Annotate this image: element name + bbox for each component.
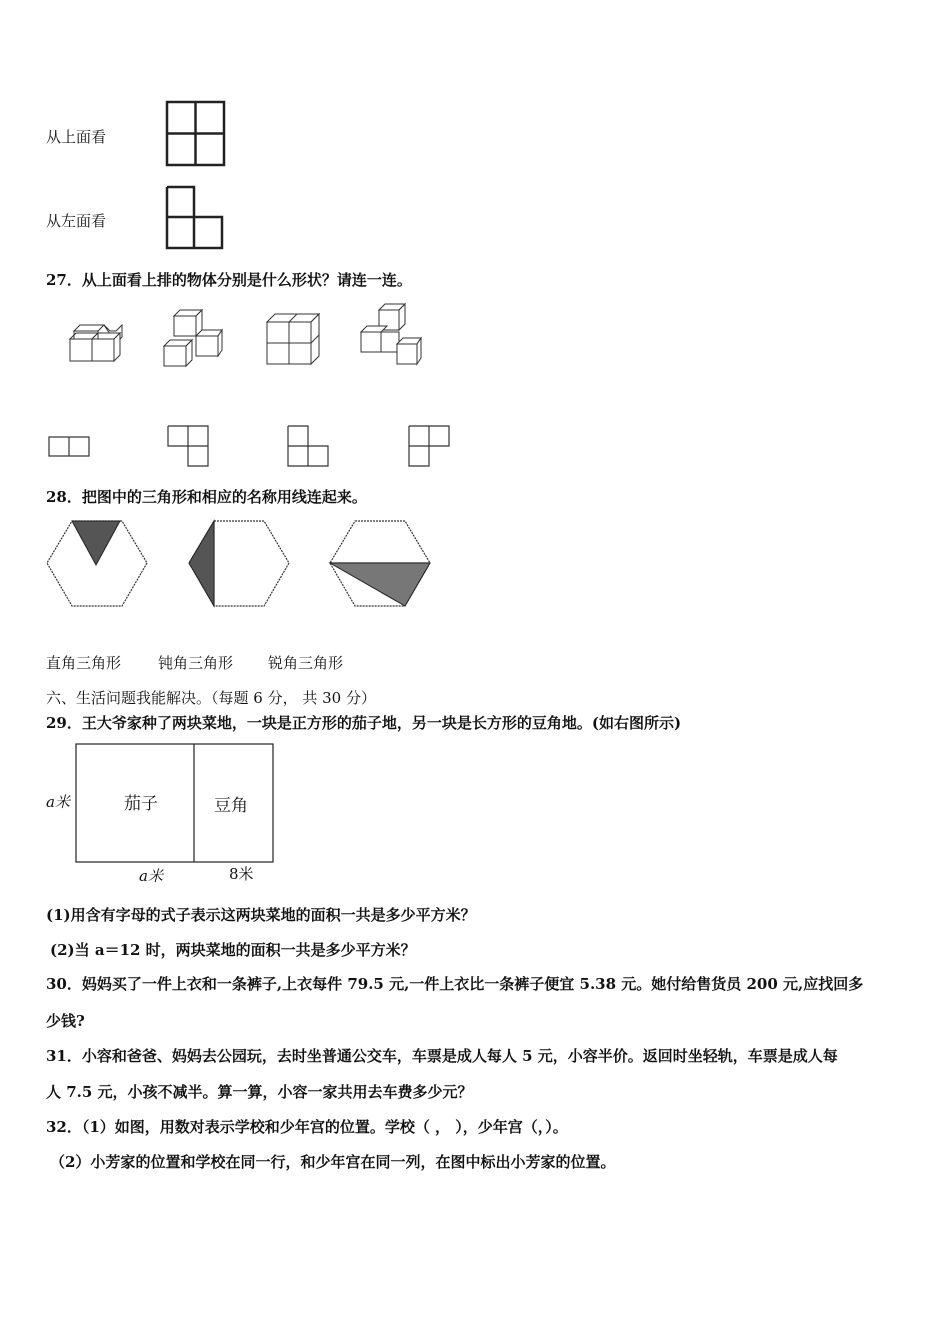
- q29-bottom-8-label: 8米: [229, 865, 254, 883]
- q28-triangle-1: [72, 521, 120, 565]
- q28-triangle-3: [330, 563, 430, 606]
- left-view-label: 从左面看: [46, 212, 107, 230]
- q30-line2: 少钱?: [46, 1012, 85, 1030]
- q28-hexagon-2: [188, 519, 292, 609]
- q30-line1: 30．妈妈买了一件上衣和一条裤子,上衣每件 79.5 元,一件上衣比一条裤子便宜 5.38 元。她付给售货员 200 元,应找回多: [46, 975, 864, 993]
- q29-bottom-a-label: a米: [139, 867, 163, 885]
- top-view-figure: [166, 101, 226, 167]
- q27-text: 27．从上面看上排的物体分别是什么形状？请连一连。: [46, 271, 412, 289]
- q27-plan-a: [48, 436, 90, 458]
- q27-solid-4: [359, 302, 423, 366]
- q28-hexagon-3: [329, 519, 433, 609]
- q28-hexagon-1: [46, 519, 150, 609]
- q27-solid-1: [68, 323, 124, 365]
- q29-sub1: (1)用含有字母的式子表示这两块菜地的面积一共是多少平方米？: [46, 906, 476, 924]
- q27-solid-2: [162, 308, 224, 368]
- q29-figure: [46, 743, 278, 887]
- q31-line2: 人 7.5 元，小孩不减半。算一算，小容一家共用去车费多少元？: [46, 1083, 473, 1101]
- q29-plot-bean: 豆角: [214, 796, 248, 816]
- q28-name-acute: 锐角三角形: [268, 654, 344, 672]
- q29-sub2: (2)当 a＝12 时，两块菜地的面积一共是多少平方米？: [50, 941, 416, 959]
- top-view-label: 从上面看: [46, 128, 107, 146]
- q29-plot-eggplant: 茄子: [124, 794, 158, 814]
- q27-plan-d: [408, 425, 452, 469]
- q27-plan-c: [287, 425, 331, 469]
- section-6-title: 六、生活问题我能解决。（每题 6 分， 共 30 分）: [46, 689, 376, 707]
- q32-line1: 32．（1）如图，用数对表示学校和少年宫的位置。学校（ ， ），少年宫（，）。: [46, 1118, 568, 1136]
- q28-triangle-2: [189, 521, 214, 606]
- left-view-figure: [166, 186, 224, 250]
- q31-line1: 31．小容和爸爸、妈妈去公园玩，去时坐普通公交车，车票是成人每人 5 元，小容半价。返回时坐轻轨，车票是成人每: [46, 1047, 838, 1065]
- q28-text: 28．把图中的三角形和相应的名称用线连起来。: [46, 488, 367, 506]
- q28-name-obtuse: 钝角三角形: [158, 654, 234, 672]
- q32-line2: （2）小芳家的位置和学校在同一行，和少年宫在同一列，在图中标出小芳家的位置。: [50, 1153, 616, 1171]
- q29-side-label: a米: [46, 793, 70, 811]
- q27-solid-3: [265, 312, 321, 366]
- q29-text: 29．王大爷家种了两块菜地，一块是正方形的茄子地，另一块是长方形的豆角地。(如右图所示): [46, 714, 682, 732]
- q27-plan-b: [167, 425, 211, 469]
- q28-name-right: 直角三角形: [46, 654, 122, 672]
